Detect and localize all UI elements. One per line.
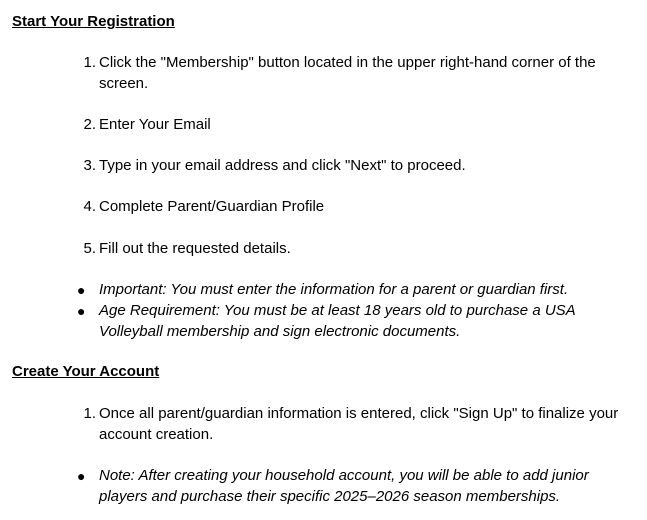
bullet-icon: ● [77,468,86,484]
list-item-step-2-email [74,115,634,136]
list-number: 3. [83,157,96,174]
bullet-item-age-requirement [74,301,634,342]
list-item-text: Fill out the requested details. [99,240,291,257]
list-item-text: Complete Parent/Guardian Profile [99,198,325,215]
bullet-icon: ● [77,282,86,298]
list-item-step-1-membership [74,53,634,94]
list-item-text: Enter Your Email [99,116,211,133]
section-heading-start-registration: Start Your Registration [12,13,175,30]
list-item-step-5-details [74,239,634,260]
section-heading-create-account: Create Your Account [12,363,160,380]
bullet-item-text: Important: You must enter the information for a parent or guardian first. [99,281,569,298]
bullet-item-text: Note: After creating your household account, you will be able to add junior players and purchase their specific 2025–2026 season memberships. [99,467,589,505]
bullet-item-text: Age Requirement: You must be at least 18 years old to purchase a USA Volleyball membership and sign electronic documents. [99,302,576,340]
list-item-text: Click the "Membership" button located in the upper right-hand corner of the screen. [99,54,596,92]
bullet-icon: ● [77,303,86,319]
list-number: 1. [83,54,96,71]
list-number: 4. [83,198,96,215]
list-number: 5. [83,240,96,257]
bullet-item-important [74,280,634,301]
list-number: 2. [83,116,96,133]
list-number: 1. [83,405,96,422]
list-item-step-3-email-next [74,156,634,177]
list-item-text: Type in your email address and click "Next" to proceed. [99,157,466,174]
bullet-item-note [74,466,634,507]
list-item-step-1-sign-up [74,404,634,445]
list-item-step-4-profile [74,197,634,218]
list-item-text: Once all parent/guardian information is entered, click "Sign Up" to finalize your account creation. [99,405,619,443]
